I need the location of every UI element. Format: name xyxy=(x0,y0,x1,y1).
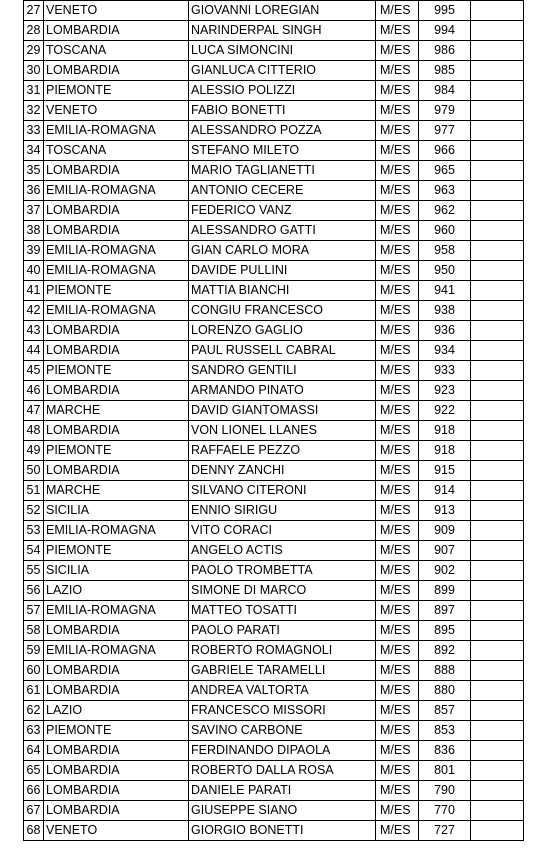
empty-cell xyxy=(471,81,524,101)
rank-cell: 63 xyxy=(24,721,44,741)
table-row xyxy=(24,601,524,621)
region-cell: LOMBARDIA xyxy=(44,621,189,641)
region-cell: SICILIA xyxy=(44,501,189,521)
category-cell: M/ES xyxy=(376,321,419,341)
region-cell: LOMBARDIA xyxy=(44,341,189,361)
table-row xyxy=(24,461,524,481)
region-cell: LOMBARDIA xyxy=(44,381,189,401)
athlete-name-cell: GABRIELE TARAMELLI xyxy=(189,661,376,681)
category-cell: M/ES xyxy=(376,741,419,761)
table-row xyxy=(24,481,524,501)
score-cell: 902 xyxy=(419,561,471,581)
score-cell: 892 xyxy=(419,641,471,661)
empty-cell xyxy=(471,201,524,221)
category-cell: M/ES xyxy=(376,141,419,161)
athlete-name-cell: FERDINANDO DIPAOLA xyxy=(189,741,376,761)
category-cell: M/ES xyxy=(376,381,419,401)
region-cell: LOMBARDIA xyxy=(44,221,189,241)
empty-cell xyxy=(471,641,524,661)
category-cell: M/ES xyxy=(376,201,419,221)
category-cell: M/ES xyxy=(376,621,419,641)
score-cell: 880 xyxy=(419,681,471,701)
score-cell: 922 xyxy=(419,401,471,421)
category-cell: M/ES xyxy=(376,121,419,141)
athlete-name-cell: ARMANDO PINATO xyxy=(189,381,376,401)
score-cell: 965 xyxy=(419,161,471,181)
rank-cell: 64 xyxy=(24,741,44,761)
region-cell: PIEMONTE xyxy=(44,721,189,741)
empty-cell xyxy=(471,781,524,801)
empty-cell xyxy=(471,621,524,641)
athlete-name-cell: LUCA SIMONCINI xyxy=(189,41,376,61)
table-row xyxy=(24,341,524,361)
rank-cell: 67 xyxy=(24,801,44,821)
empty-cell xyxy=(471,701,524,721)
empty-cell xyxy=(471,221,524,241)
region-cell: TOSCANA xyxy=(44,41,189,61)
empty-cell xyxy=(471,601,524,621)
region-cell: LOMBARDIA xyxy=(44,461,189,481)
empty-cell xyxy=(471,181,524,201)
table-row xyxy=(24,1,524,21)
athlete-name-cell: SANDRO GENTILI xyxy=(189,361,376,381)
rank-cell: 47 xyxy=(24,401,44,421)
region-cell: LOMBARDIA xyxy=(44,161,189,181)
rank-cell: 43 xyxy=(24,321,44,341)
category-cell: M/ES xyxy=(376,241,419,261)
region-cell: LOMBARDIA xyxy=(44,801,189,821)
category-cell: M/ES xyxy=(376,461,419,481)
region-cell: LOMBARDIA xyxy=(44,741,189,761)
athlete-name-cell: SILVANO CITERONI xyxy=(189,481,376,501)
category-cell: M/ES xyxy=(376,101,419,121)
region-cell: EMILIA-ROMAGNA xyxy=(44,181,189,201)
category-cell: M/ES xyxy=(376,221,419,241)
score-cell: 895 xyxy=(419,621,471,641)
table-row xyxy=(24,41,524,61)
table-row xyxy=(24,521,524,541)
empty-cell xyxy=(471,481,524,501)
table-row xyxy=(24,281,524,301)
rank-cell: 46 xyxy=(24,381,44,401)
region-cell: EMILIA-ROMAGNA xyxy=(44,121,189,141)
empty-cell xyxy=(471,41,524,61)
table-row xyxy=(24,161,524,181)
rank-cell: 31 xyxy=(24,81,44,101)
table-row xyxy=(24,821,524,841)
rank-cell: 45 xyxy=(24,361,44,381)
category-cell: M/ES xyxy=(376,41,419,61)
rank-cell: 48 xyxy=(24,421,44,441)
athlete-name-cell: MARIO TAGLIANETTI xyxy=(189,161,376,181)
category-cell: M/ES xyxy=(376,581,419,601)
rank-cell: 59 xyxy=(24,641,44,661)
category-cell: M/ES xyxy=(376,781,419,801)
category-cell: M/ES xyxy=(376,721,419,741)
category-cell: M/ES xyxy=(376,821,419,841)
empty-cell xyxy=(471,241,524,261)
rank-cell: 54 xyxy=(24,541,44,561)
empty-cell xyxy=(471,341,524,361)
score-cell: 853 xyxy=(419,721,471,741)
table-row xyxy=(24,121,524,141)
category-cell: M/ES xyxy=(376,481,419,501)
rank-cell: 27 xyxy=(24,1,44,21)
score-cell: 907 xyxy=(419,541,471,561)
rank-cell: 36 xyxy=(24,181,44,201)
region-cell: PIEMONTE xyxy=(44,441,189,461)
score-cell: 915 xyxy=(419,461,471,481)
rank-cell: 58 xyxy=(24,621,44,641)
region-cell: LOMBARDIA xyxy=(44,421,189,441)
region-cell: EMILIA-ROMAGNA xyxy=(44,521,189,541)
rank-cell: 41 xyxy=(24,281,44,301)
rank-cell: 52 xyxy=(24,501,44,521)
category-cell: M/ES xyxy=(376,1,419,21)
rank-cell: 66 xyxy=(24,781,44,801)
category-cell: M/ES xyxy=(376,21,419,41)
score-cell: 914 xyxy=(419,481,471,501)
table-row xyxy=(24,61,524,81)
table-row xyxy=(24,721,524,741)
table-row xyxy=(24,81,524,101)
category-cell: M/ES xyxy=(376,81,419,101)
rank-cell: 49 xyxy=(24,441,44,461)
athlete-name-cell: ENNIO SIRIGU xyxy=(189,501,376,521)
athlete-name-cell: ALESSANDRO GATTI xyxy=(189,221,376,241)
rank-cell: 51 xyxy=(24,481,44,501)
empty-cell xyxy=(471,21,524,41)
rank-cell: 40 xyxy=(24,261,44,281)
category-cell: M/ES xyxy=(376,521,419,541)
score-cell: 836 xyxy=(419,741,471,761)
table-row xyxy=(24,421,524,441)
score-cell: 977 xyxy=(419,121,471,141)
score-cell: 899 xyxy=(419,581,471,601)
athlete-name-cell: ROBERTO ROMAGNOLI xyxy=(189,641,376,661)
results-table xyxy=(23,0,524,841)
score-cell: 918 xyxy=(419,421,471,441)
score-cell: 984 xyxy=(419,81,471,101)
rank-cell: 65 xyxy=(24,761,44,781)
category-cell: M/ES xyxy=(376,541,419,561)
empty-cell xyxy=(471,681,524,701)
table-row xyxy=(24,141,524,161)
rank-cell: 35 xyxy=(24,161,44,181)
score-cell: 934 xyxy=(419,341,471,361)
empty-cell xyxy=(471,61,524,81)
region-cell: LOMBARDIA xyxy=(44,201,189,221)
score-cell: 857 xyxy=(419,701,471,721)
score-cell: 933 xyxy=(419,361,471,381)
athlete-name-cell: FRANCESCO MISSORI xyxy=(189,701,376,721)
athlete-name-cell: FEDERICO VANZ xyxy=(189,201,376,221)
table-row xyxy=(24,541,524,561)
table-row xyxy=(24,741,524,761)
table-row xyxy=(24,761,524,781)
athlete-name-cell: MATTIA BIANCHI xyxy=(189,281,376,301)
table-row xyxy=(24,561,524,581)
table-row xyxy=(24,681,524,701)
score-cell: 918 xyxy=(419,441,471,461)
rank-cell: 34 xyxy=(24,141,44,161)
category-cell: M/ES xyxy=(376,441,419,461)
empty-cell xyxy=(471,361,524,381)
region-cell: PIEMONTE xyxy=(44,81,189,101)
athlete-name-cell: STEFANO MILETO xyxy=(189,141,376,161)
empty-cell xyxy=(471,821,524,841)
rank-cell: 44 xyxy=(24,341,44,361)
table-row xyxy=(24,701,524,721)
score-cell: 985 xyxy=(419,61,471,81)
empty-cell xyxy=(471,381,524,401)
region-cell: EMILIA-ROMAGNA xyxy=(44,601,189,621)
athlete-name-cell: GIANLUCA CITTERIO xyxy=(189,61,376,81)
category-cell: M/ES xyxy=(376,681,419,701)
rank-cell: 62 xyxy=(24,701,44,721)
table-row xyxy=(24,781,524,801)
empty-cell xyxy=(471,581,524,601)
region-cell: MARCHE xyxy=(44,481,189,501)
region-cell: LOMBARDIA xyxy=(44,321,189,341)
score-cell: 958 xyxy=(419,241,471,261)
athlete-name-cell: RAFFAELE PEZZO xyxy=(189,441,376,461)
table-row xyxy=(24,641,524,661)
category-cell: M/ES xyxy=(376,421,419,441)
score-cell: 962 xyxy=(419,201,471,221)
score-cell: 941 xyxy=(419,281,471,301)
score-cell: 936 xyxy=(419,321,471,341)
rank-cell: 56 xyxy=(24,581,44,601)
empty-cell xyxy=(471,421,524,441)
empty-cell xyxy=(471,761,524,781)
athlete-name-cell: LORENZO GAGLIO xyxy=(189,321,376,341)
category-cell: M/ES xyxy=(376,641,419,661)
empty-cell xyxy=(471,161,524,181)
region-cell: LOMBARDIA xyxy=(44,781,189,801)
athlete-name-cell: CONGIU FRANCESCO xyxy=(189,301,376,321)
region-cell: LOMBARDIA xyxy=(44,661,189,681)
table-row xyxy=(24,661,524,681)
score-cell: 938 xyxy=(419,301,471,321)
table-row xyxy=(24,581,524,601)
athlete-name-cell: GIOVANNI LOREGIAN xyxy=(189,1,376,21)
athlete-name-cell: DAVIDE PULLINI xyxy=(189,261,376,281)
score-cell: 913 xyxy=(419,501,471,521)
empty-cell xyxy=(471,101,524,121)
athlete-name-cell: MATTEO TOSATTI xyxy=(189,601,376,621)
empty-cell xyxy=(471,461,524,481)
table-row xyxy=(24,621,524,641)
category-cell: M/ES xyxy=(376,501,419,521)
rank-cell: 39 xyxy=(24,241,44,261)
table-row xyxy=(24,401,524,421)
athlete-name-cell: SIMONE DI MARCO xyxy=(189,581,376,601)
score-cell: 986 xyxy=(419,41,471,61)
rank-cell: 32 xyxy=(24,101,44,121)
rank-cell: 53 xyxy=(24,521,44,541)
score-cell: 979 xyxy=(419,101,471,121)
empty-cell xyxy=(471,1,524,21)
table-row xyxy=(24,301,524,321)
region-cell: EMILIA-ROMAGNA xyxy=(44,261,189,281)
region-cell: VENETO xyxy=(44,1,189,21)
score-cell: 770 xyxy=(419,801,471,821)
empty-cell xyxy=(471,721,524,741)
region-cell: EMILIA-ROMAGNA xyxy=(44,241,189,261)
athlete-name-cell: FABIO BONETTI xyxy=(189,101,376,121)
score-cell: 966 xyxy=(419,141,471,161)
score-cell: 909 xyxy=(419,521,471,541)
region-cell: EMILIA-ROMAGNA xyxy=(44,301,189,321)
athlete-name-cell: DAVID GIANTOMASSI xyxy=(189,401,376,421)
rank-cell: 30 xyxy=(24,61,44,81)
table-row xyxy=(24,261,524,281)
rank-cell: 68 xyxy=(24,821,44,841)
category-cell: M/ES xyxy=(376,801,419,821)
rank-cell: 57 xyxy=(24,601,44,621)
rank-cell: 33 xyxy=(24,121,44,141)
table-row xyxy=(24,221,524,241)
athlete-name-cell: PAOLO PARATI xyxy=(189,621,376,641)
rank-cell: 28 xyxy=(24,21,44,41)
region-cell: PIEMONTE xyxy=(44,541,189,561)
category-cell: M/ES xyxy=(376,261,419,281)
rank-cell: 60 xyxy=(24,661,44,681)
empty-cell xyxy=(471,661,524,681)
table-row xyxy=(24,21,524,41)
score-cell: 888 xyxy=(419,661,471,681)
region-cell: TOSCANA xyxy=(44,141,189,161)
rank-cell: 55 xyxy=(24,561,44,581)
table-row xyxy=(24,441,524,461)
table-row xyxy=(24,241,524,261)
empty-cell xyxy=(471,501,524,521)
category-cell: M/ES xyxy=(376,701,419,721)
empty-cell xyxy=(471,521,524,541)
region-cell: LOMBARDIA xyxy=(44,61,189,81)
athlete-name-cell: DANIELE PARATI xyxy=(189,781,376,801)
region-cell: VENETO xyxy=(44,101,189,121)
score-cell: 790 xyxy=(419,781,471,801)
region-cell: LAZIO xyxy=(44,581,189,601)
region-cell: SICILIA xyxy=(44,561,189,581)
results-table-body xyxy=(24,1,524,841)
athlete-name-cell: ROBERTO DALLA ROSA xyxy=(189,761,376,781)
athlete-name-cell: GIORGIO BONETTI xyxy=(189,821,376,841)
empty-cell xyxy=(471,121,524,141)
empty-cell xyxy=(471,301,524,321)
region-cell: MARCHE xyxy=(44,401,189,421)
category-cell: M/ES xyxy=(376,561,419,581)
score-cell: 923 xyxy=(419,381,471,401)
empty-cell xyxy=(471,561,524,581)
table-row xyxy=(24,801,524,821)
region-cell: LAZIO xyxy=(44,701,189,721)
category-cell: M/ES xyxy=(376,161,419,181)
score-cell: 950 xyxy=(419,261,471,281)
category-cell: M/ES xyxy=(376,361,419,381)
athlete-name-cell: ALESSANDRO POZZA xyxy=(189,121,376,141)
region-cell: LOMBARDIA xyxy=(44,681,189,701)
category-cell: M/ES xyxy=(376,341,419,361)
empty-cell xyxy=(471,801,524,821)
rank-cell: 29 xyxy=(24,41,44,61)
region-cell: PIEMONTE xyxy=(44,361,189,381)
rank-cell: 50 xyxy=(24,461,44,481)
category-cell: M/ES xyxy=(376,181,419,201)
score-cell: 897 xyxy=(419,601,471,621)
category-cell: M/ES xyxy=(376,61,419,81)
table-row xyxy=(24,321,524,341)
category-cell: M/ES xyxy=(376,761,419,781)
category-cell: M/ES xyxy=(376,601,419,621)
table-row xyxy=(24,181,524,201)
athlete-name-cell: GIAN CARLO MORA xyxy=(189,241,376,261)
rank-cell: 42 xyxy=(24,301,44,321)
athlete-name-cell: PAOLO TROMBETTA xyxy=(189,561,376,581)
empty-cell xyxy=(471,141,524,161)
empty-cell xyxy=(471,441,524,461)
table-row xyxy=(24,201,524,221)
athlete-name-cell: ANDREA VALTORTA xyxy=(189,681,376,701)
score-cell: 963 xyxy=(419,181,471,201)
athlete-name-cell: VON LIONEL LLANES xyxy=(189,421,376,441)
score-cell: 727 xyxy=(419,821,471,841)
score-cell: 995 xyxy=(419,1,471,21)
score-cell: 801 xyxy=(419,761,471,781)
region-cell: PIEMONTE xyxy=(44,281,189,301)
athlete-name-cell: DENNY ZANCHI xyxy=(189,461,376,481)
athlete-name-cell: SAVINO CARBONE xyxy=(189,721,376,741)
athlete-name-cell: ALESSIO POLIZZI xyxy=(189,81,376,101)
rank-cell: 61 xyxy=(24,681,44,701)
athlete-name-cell: NARINDERPAL SINGH xyxy=(189,21,376,41)
empty-cell xyxy=(471,321,524,341)
table-row xyxy=(24,101,524,121)
athlete-name-cell: ANTONIO CECERE xyxy=(189,181,376,201)
category-cell: M/ES xyxy=(376,301,419,321)
table-row xyxy=(24,381,524,401)
category-cell: M/ES xyxy=(376,281,419,301)
athlete-name-cell: GIUSEPPE SIANO xyxy=(189,801,376,821)
region-cell: VENETO xyxy=(44,821,189,841)
score-cell: 960 xyxy=(419,221,471,241)
region-cell: LOMBARDIA xyxy=(44,761,189,781)
rank-cell: 37 xyxy=(24,201,44,221)
athlete-name-cell: PAUL RUSSELL CABRAL xyxy=(189,341,376,361)
empty-cell xyxy=(471,401,524,421)
empty-cell xyxy=(471,541,524,561)
table-row xyxy=(24,361,524,381)
score-cell: 994 xyxy=(419,21,471,41)
table-row xyxy=(24,501,524,521)
athlete-name-cell: VITO CORACI xyxy=(189,521,376,541)
empty-cell xyxy=(471,281,524,301)
athlete-name-cell: ANGELO ACTIS xyxy=(189,541,376,561)
category-cell: M/ES xyxy=(376,401,419,421)
empty-cell xyxy=(471,741,524,761)
rank-cell: 38 xyxy=(24,221,44,241)
empty-cell xyxy=(471,261,524,281)
category-cell: M/ES xyxy=(376,661,419,681)
region-cell: EMILIA-ROMAGNA xyxy=(44,641,189,661)
region-cell: LOMBARDIA xyxy=(44,21,189,41)
